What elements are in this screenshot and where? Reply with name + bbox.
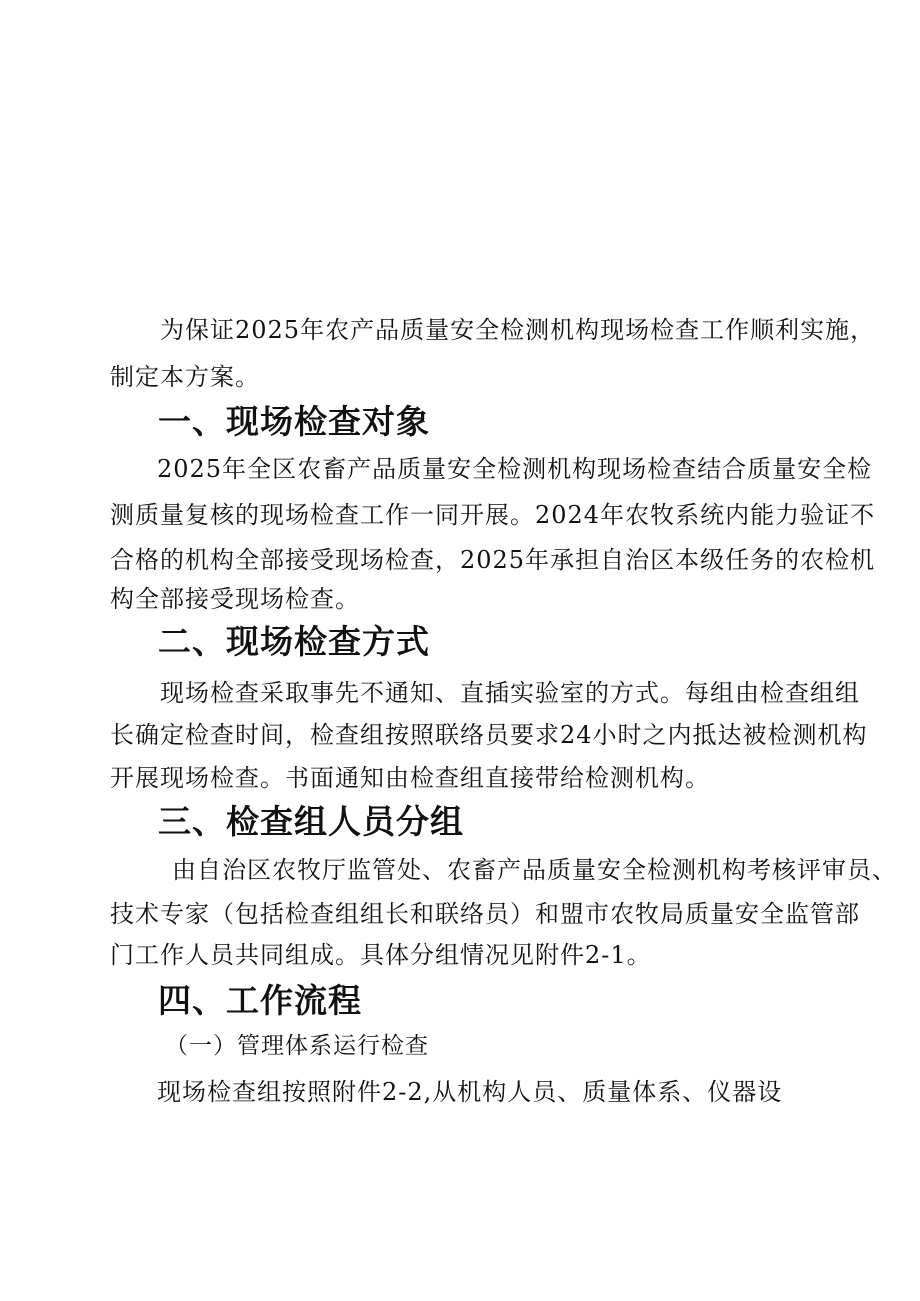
section4-line-1: 现场检查组按照附件2-2,从机构人员、质量体系、仪器设 bbox=[157, 1078, 783, 1106]
section1-line-2: 测质量复核的现场检查工作一同开展。2024年农牧系统内能力验证不 bbox=[110, 501, 876, 529]
section2-line-1: 现场检查采取事先不通知、直插实验室的方式。每组由检查组组 bbox=[160, 679, 860, 707]
section3-line-3: 门工作人员共同组成。具体分组情况见附件2-1。 bbox=[110, 941, 652, 969]
section2-line-2: 长确定检查时间，检查组按照联络员要求24小时之内抵达被检测机构 bbox=[110, 721, 868, 749]
section3-line-2: 技术专家（包括检查组组长和联络员）和盟市农牧局质量安全监管部 bbox=[110, 900, 860, 928]
section-heading-3: 三、检查组人员分组 bbox=[158, 802, 464, 841]
intro-line-2: 制定本方案。 bbox=[110, 363, 260, 391]
section1-line-4: 构全部接受现场检查。 bbox=[110, 585, 360, 613]
section1-line-3: 合格的机构全部接受现场检查，2025年承担自治区本级任务的农检机 bbox=[110, 546, 876, 574]
section1-line-1: 2025年全区农畜产品质量安全检测机构现场检查结合质量安全检 bbox=[157, 455, 873, 483]
section-heading-2: 二、现场检查方式 bbox=[158, 622, 430, 661]
section3-line-1: 由自治区农牧厅监管处、农畜产品质量安全检测机构考核评审员、 bbox=[172, 856, 897, 884]
section-heading-1: 一、现场检查对象 bbox=[158, 402, 430, 441]
section2-line-3: 开展现场检查。书面通知由检查组直接带给检测机构。 bbox=[110, 764, 710, 792]
section-heading-4: 四、工作流程 bbox=[158, 981, 362, 1020]
section4-subheading: （一）管理体系运行检查 bbox=[165, 1033, 429, 1059]
intro-line-1: 为保证2025年农产品质量安全检测机构现场检查工作顺利实施， bbox=[160, 316, 876, 344]
